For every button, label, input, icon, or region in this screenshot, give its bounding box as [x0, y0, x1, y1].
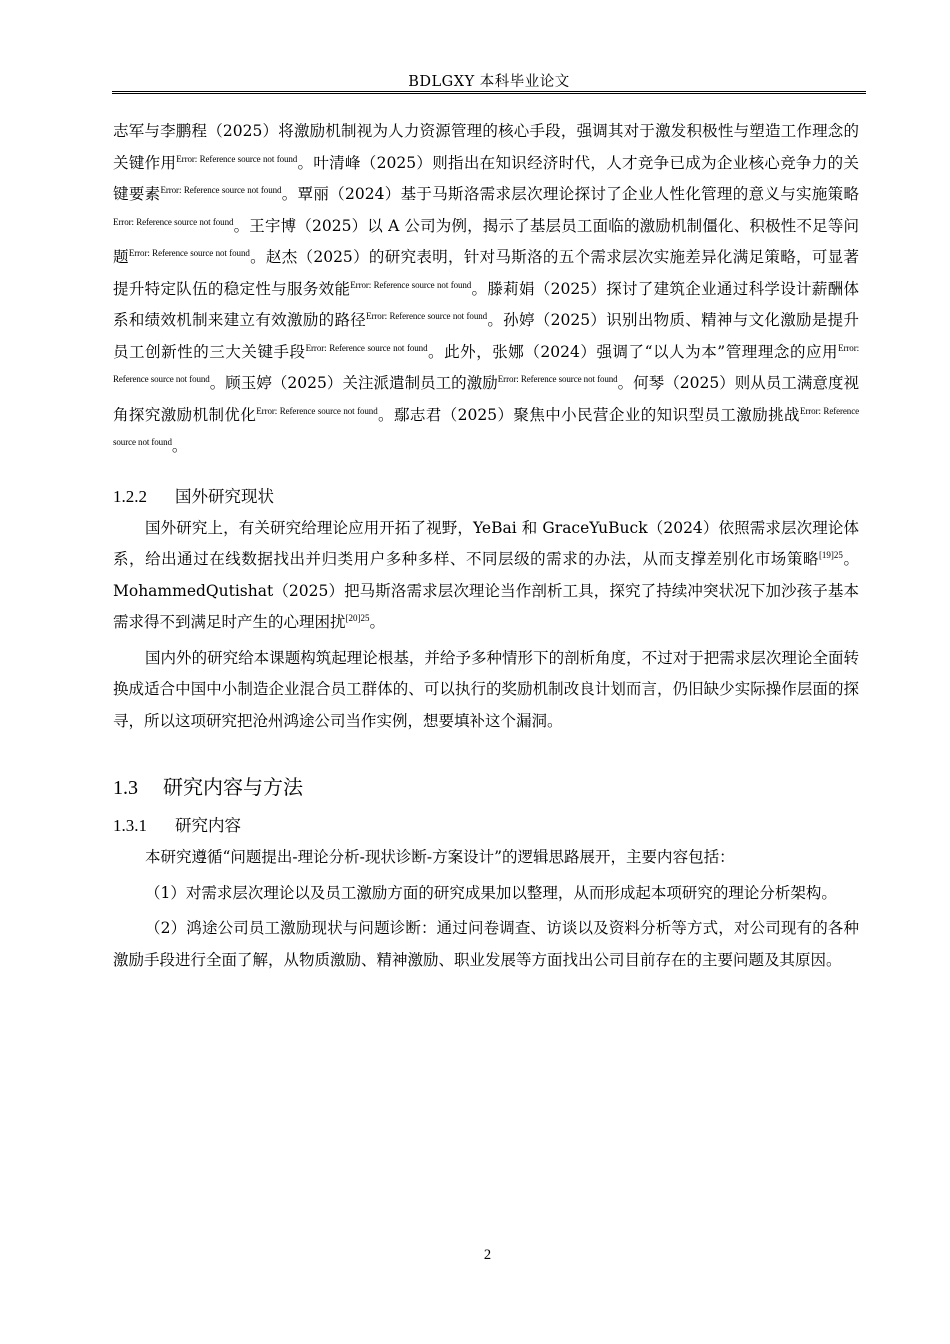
reference-error: Error: Reference source not found	[113, 216, 234, 227]
section-heading-1-3-1	[113, 812, 859, 836]
section-number: 1.2.2	[113, 486, 147, 506]
header-rule	[112, 91, 866, 94]
page-number: 2	[483, 1247, 492, 1263]
reference-error: Error: Reference source not found	[256, 405, 378, 416]
paragraph-domestic-review: 志军与李鹏程（2025）将激励机制视为人力资源管理的核心手段，强调其对于激发积极性与塑造工作理念的关键作用$^{Error: Reference source not found}$。叶清峰（2025）则指出在知识经济时代，人才竞争已成为企业核心竞争力的关键要素$^{Error: Reference source not found}$。覃丽（2024）基于马斯洛需求层次理论探讨了企业人性化管理的意义与实施策略$^{Error: Reference source not found}$。王宇博（2025）以 A 公司为例，揭示了基层员工面临的激励机制僵化、积极性不足等问题$^{Error: Reference source not found}$。赵杰（2025）的研究表明，针对马斯洛的五个需求层次实施差异化满足策略，可显著提升特定队伍的稳定性与服务效能$^{Error: Reference source not found}$。滕莉娟（2025）探讨了建筑企业通过科学设计薪酬体系和绩效机制来建立有效激励的路径$^{Error: Reference source not found}$。孙婷（2025）识别出物质、精神与文化激励是提升员工创新性的三大关键手段$^{Error: Reference source not found}$。此外，张娜（2024）强调了“以人为本”管理理念的应用$^{Error: Reference source not found}$。顾玉婷（2025）关注派遣制员工的激励$^{Error: Reference source not found}$。何琴（2025）则从员工满意度视角探究激励机制优化$^{Error: Reference source not found}$。鄢志君（2025）聚焦中小民营企业的知识型员工激励挑战$^{Error: Reference source not found}$。	[113, 122, 860, 455]
paragraph-item-1: （1）对需求层次理论以及员工激励方面的研究成果加以整理，从而形成起本项研究的理论分析架构。	[145, 883, 837, 902]
reference-error: Error: Reference source not found	[497, 374, 618, 384]
section-title: 研究内容与方法	[163, 775, 303, 799]
citation: [19]25	[818, 550, 843, 560]
reference-error: Error: Reference source not found	[113, 405, 859, 447]
paragraph-summary: 国内外的研究给本课题构筑起理论根基，并给予多种情形下的剖析角度，不过对于把需求层次理论全面转换成适合中国中小制造企业混合员工群体的、可以执行的奖励机制改良计划而言，仍旧缺少实际操作层面的探寻，所以这项研究把沧州鸿途公司当作实例，想要填补这个漏洞。	[113, 648, 859, 730]
section-title: 国外研究现状	[175, 486, 274, 506]
reference-error: Error: Reference source not found	[128, 248, 250, 258]
section-number: 1.3	[113, 777, 138, 799]
paragraph-item-2: （2）鸿途公司员工激励现状与问题诊断：通过问卷调查、访谈以及资料分析等方式，对公司现有的各种激励手段进行全面了解，从物质激励、精神激励、职业发展等方面找出公司目前存在的主要问题及其原因。	[113, 919, 859, 969]
paragraph-foreign-review: 国外研究上，有关研究给理论应用开拓了视野，YeBai 和 GraceYuBuck（2024）依照需求层次理论体系，给出通过在线数据找出并归类用户多种多样、不同层级的需求的办法，从而支撑差别化市场策略$^{[19]25}$。MohammedQutishat（2025）把马斯洛需求层次理论当作剖析工具，探究了持续冲突状况下加沙孩子基本需求得不到满足时产生的心理困扰$^{[20]25}$。	[113, 518, 859, 631]
section-title: 研究内容	[175, 816, 241, 835]
reference-error: Error: Reference source not found	[366, 311, 488, 321]
reference-error: Error: Reference source not found	[113, 342, 859, 384]
citation: [20]25	[345, 613, 370, 623]
paragraph-content-intro: 本研究遵循“问题提出-理论分析-现状诊断-方案设计”的逻辑思路展开，主要内容包括：	[145, 848, 735, 866]
reference-error: Error: Reference source not found	[160, 185, 282, 195]
section-heading-1-2-2	[113, 483, 859, 507]
document-body	[113, 116, 859, 976]
running-header: BDLGXY 本科毕业论文	[408, 74, 570, 90]
section-heading-1-3	[113, 771, 859, 800]
section-number: 1.3.1	[113, 816, 147, 835]
reference-error: Error: Reference source not found	[176, 153, 298, 164]
reference-error: Error: Reference source not found	[350, 279, 472, 290]
reference-error: Error: Reference source not found	[305, 342, 428, 353]
